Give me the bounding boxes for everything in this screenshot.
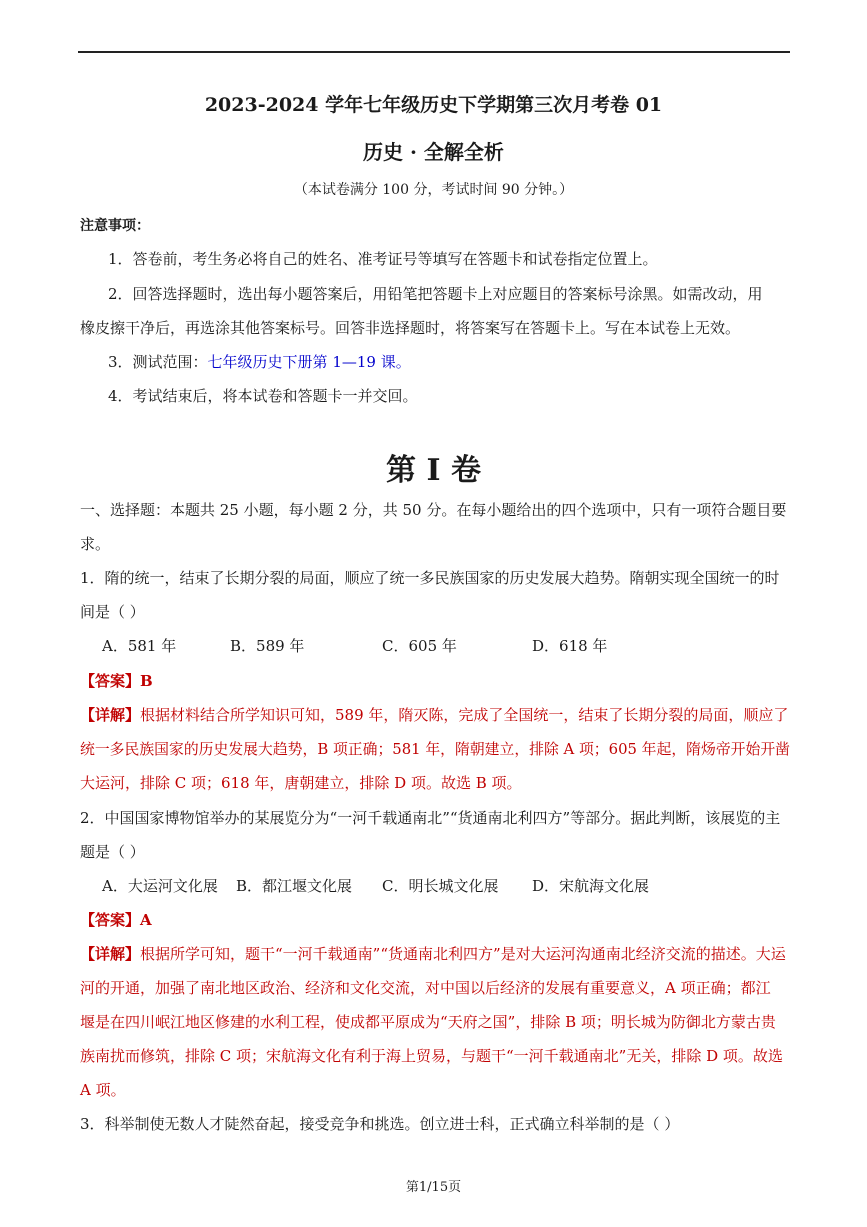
section-instructions-line-1: 一、选择题：本题共 25 小题，每小题 2 分，共 50 分。在每小题给出的四个选项中，只有一项符合题目要 (80, 501, 787, 519)
q2-detail-line-3: 堰是在四川岷江地区修建的水利工程，使成都平原成为“天府之国”，排除 B 项；明长城为防御北方蒙古贵 (80, 1013, 776, 1031)
q1-detail-label: 【详解】 (80, 706, 141, 724)
notes-item-2-line-2: 橡皮擦干净后，再选涂其他答案标号。回答非选择题时，将答案写在答题卡上。写在本试卷上无效。 (80, 319, 741, 337)
q1-detail-line-2: 统一多民族国家的历史发展大趋势，B 项正确；581 年，隋朝建立，排除 A 项；605 年起，隋炀帝开始开凿 (80, 740, 790, 758)
notes-heading: 注意事项： (80, 218, 150, 234)
q2-stem-line-2: 题是（ ） (80, 843, 145, 861)
exam-subtitle: 历史 · 全解全析 (363, 140, 504, 164)
q2-option-b: B．都江堰文化展 (236, 877, 353, 895)
notes-item-3-scope: 七年级历史下册第 1—19 课。 (207, 353, 411, 371)
notes-item-1: 1．答卷前，考生务必将自己的姓名、准考证号等填写在答题卡和试卷指定位置上。 (108, 250, 658, 268)
q2-option-c: C．明长城文化展 (382, 877, 499, 895)
q2-stem-line-1: 2．中国国家博物馆举办的某展览分为“一河千载通南北”“货通南北利四方”等部分。据此判断，该展览的主 (80, 809, 781, 827)
q2-option-a: A．大运河文化展 (102, 877, 218, 895)
q1-answer: 【答案】B (80, 672, 153, 690)
section-instructions-line-2: 求。 (80, 535, 111, 553)
q1-stem-line-1: 1．隋的统一，结束了长期分裂的局面，顺应了统一多民族国家的历史发展大趋势。隋朝实现全国统一的时 (80, 569, 780, 587)
notes-item-4: 4．考试结束后，将本试卷和答题卡一并交回。 (108, 387, 418, 405)
q2-detail-line-2: 河的开通，加强了南北地区政治、经济和文化交流，对中国以后经济的发展有重要意义，A 项正确；都江 (80, 979, 771, 997)
q2-detail-line-4: 族南扰而修筑，排除 C 项；宋航海文化有利于海上贸易，与题干“一河千载通南北”无关，排除 D 项。故选 (80, 1047, 783, 1065)
q1-detail-text: 根据材料结合所学知识可知，589 年，隋灭陈，完成了全国统一，结束了长期分裂的局面，顺应了 (140, 706, 789, 724)
section-title: 第 I 卷 (386, 453, 481, 488)
q1-stem-line-2: 间是（ ） (80, 603, 145, 621)
page-number: 第1/15页 (405, 1180, 462, 1195)
q1-option-a: A．581 年 (102, 637, 177, 655)
notes-item-2-line-1: 2．回答选择题时，选出每小题答案后，用铅笔把答题卡上对应题目的答案标号涂黑。如需改动，用 (108, 285, 763, 303)
q2-option-d: D．宋航海文化展 (532, 877, 650, 895)
q2-answer: 【答案】A (80, 911, 152, 929)
notes-item-3 (108, 352, 411, 372)
q2-detail-label: 【详解】 (80, 945, 141, 963)
header-rule (78, 51, 790, 53)
q1-option-c: C．605 年 (382, 637, 457, 655)
q3-stem-line-1: 3．科举制使无数人才陡然奋起，接受竞争和挑选。创立进士科，正式确立科举制的是（ ） (80, 1115, 680, 1133)
q1-option-b: B．589 年 (230, 637, 305, 655)
q1-detail-line-3: 大运河，排除 C 项；618 年，唐朝建立，排除 D 项。故选 B 项。 (80, 774, 522, 792)
q2-detail-line-1 (80, 944, 786, 964)
q2-detail-line-5: A 项。 (80, 1081, 126, 1099)
notes-item-3-prefix: 3．测试范围： (108, 353, 208, 371)
q2-detail-text: 根据所学可知，题干“一河千载通南”“货通南北利四方”是对大运河沟通南北经济交流的描述。大运 (140, 945, 786, 963)
q1-detail-line-1 (80, 705, 788, 725)
exam-info: （本试卷满分 100 分，考试时间 90 分钟。） (293, 182, 574, 198)
exam-title: 2023-2024 学年七年级历史下学期第三次月考卷 01 (204, 94, 663, 116)
q1-option-d: D．618 年 (532, 637, 608, 655)
